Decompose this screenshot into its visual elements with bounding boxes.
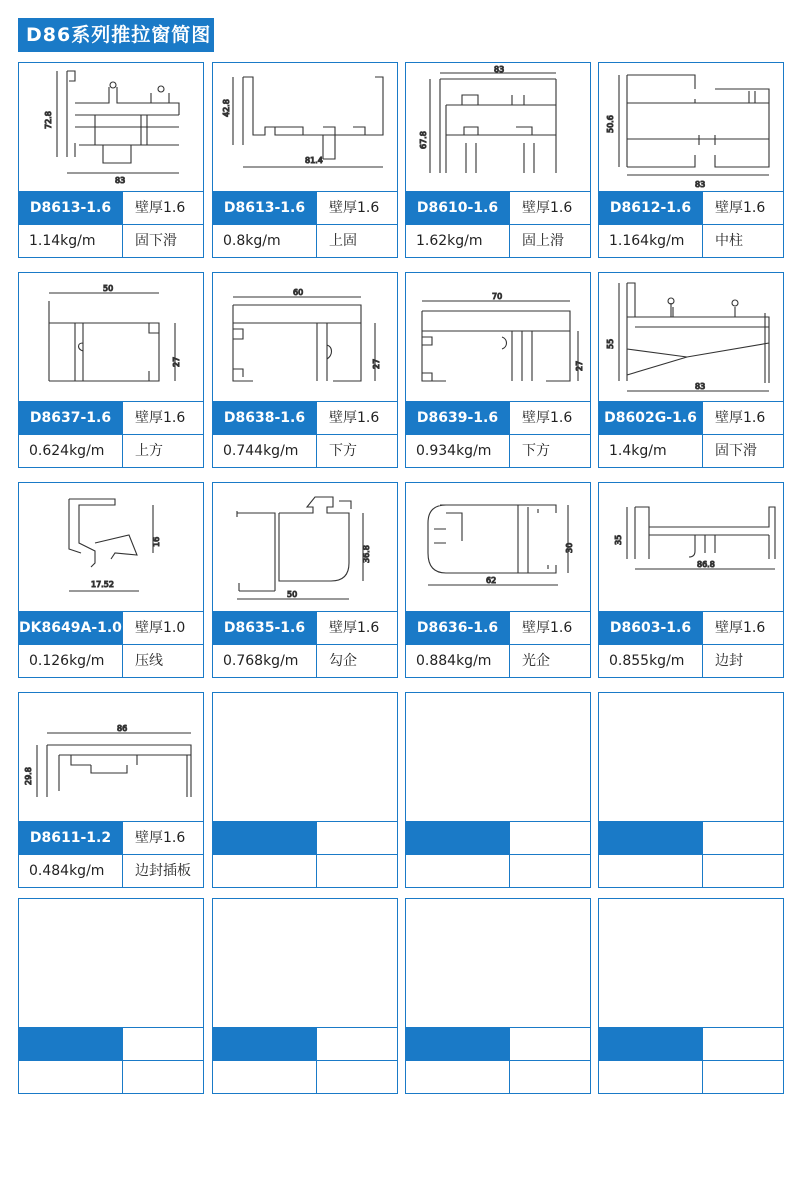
profile-weight — [406, 1061, 510, 1094]
empty-profile-card — [598, 898, 784, 1094]
profile-usage: 边封 — [715, 653, 743, 669]
svg-text:67.8: 67.8 — [419, 131, 428, 149]
profile-wall-thickness: 壁厚1.6 — [329, 410, 380, 426]
bottom-slide-g-profile-icon — [599, 273, 783, 401]
profile-code: D8635-1.6 — [213, 612, 317, 645]
profile-card — [405, 272, 591, 468]
profile-wall-thickness: 壁厚1.6 — [715, 200, 766, 216]
profile-code: D8613-1.6 — [213, 192, 317, 225]
profile-weight — [599, 1061, 703, 1094]
profile-wall-thickness — [703, 1028, 783, 1061]
profile-weight: 0.624kg/m — [19, 435, 123, 468]
profile-code — [406, 1028, 510, 1061]
profile-wall-thickness: 壁厚1.6 — [522, 200, 573, 216]
empty-profile-card — [212, 898, 398, 1094]
profile-usage: 固下滑 — [715, 443, 757, 459]
svg-text:83: 83 — [494, 65, 505, 74]
profile-weight-row — [213, 224, 397, 258]
side-seal-insert-profile-icon — [19, 693, 203, 821]
profile-drawing — [19, 483, 203, 611]
profile-usage — [703, 855, 783, 888]
svg-text:50: 50 — [103, 284, 114, 293]
profile-weight-row — [19, 644, 203, 678]
profile-code: D8613-1.6 — [19, 192, 123, 225]
profile-weight: 1.14kg/m — [19, 225, 123, 258]
profile-wall-thickness — [510, 822, 590, 855]
profile-usage: 中柱 — [715, 233, 743, 249]
svg-text:70: 70 — [492, 292, 503, 301]
profile-drawing — [406, 899, 590, 1027]
profile-wall-thickness: 壁厚1.0 — [135, 620, 186, 636]
profile-code — [406, 822, 510, 855]
profile-usage: 边封插板 — [135, 863, 191, 879]
svg-text:35: 35 — [614, 534, 623, 545]
svg-text:60: 60 — [293, 288, 304, 297]
bottom-rail-profile-icon — [213, 273, 397, 401]
profile-weight-row — [213, 1060, 397, 1094]
svg-text:83: 83 — [695, 382, 706, 391]
profile-wall-thickness: 壁厚1.6 — [135, 200, 186, 216]
profile-wall-thickness: 壁厚1.6 — [329, 200, 380, 216]
profile-spec-row — [599, 821, 783, 855]
profile-drawing — [19, 899, 203, 1027]
profile-drawing — [599, 899, 783, 1027]
page-title: D86系列推拉窗简图 — [18, 18, 214, 52]
profile-spec-row — [213, 401, 397, 435]
profile-card — [212, 62, 398, 258]
svg-text:30: 30 — [565, 542, 574, 553]
profile-weight: 0.855kg/m — [599, 645, 703, 678]
svg-text:27: 27 — [372, 358, 381, 369]
profile-code — [19, 1028, 123, 1061]
profile-weight-row — [19, 1060, 203, 1094]
profile-spec-row — [406, 191, 590, 225]
svg-text:42.8: 42.8 — [222, 99, 231, 117]
svg-text:62: 62 — [486, 576, 497, 585]
plain-stile-profile-icon — [406, 483, 590, 611]
profile-spec-row — [213, 821, 397, 855]
profile-usage — [510, 855, 590, 888]
empty-profile-card — [598, 692, 784, 888]
profile-spec-row — [213, 191, 397, 225]
sash-bottom-slide-profile-icon — [19, 63, 203, 191]
profile-code: D8637-1.6 — [19, 402, 123, 435]
profile-spec-row — [19, 821, 203, 855]
profile-weight-row — [406, 854, 590, 888]
profile-spec-row — [19, 611, 203, 645]
profile-code: D8602G-1.6 — [599, 402, 703, 435]
profile-wall-thickness: 壁厚1.6 — [522, 620, 573, 636]
profile-wall-thickness: 壁厚1.6 — [522, 410, 573, 426]
profile-weight-row — [599, 854, 783, 888]
profile-drawing — [599, 693, 783, 821]
profile-code — [599, 822, 703, 855]
profile-usage: 下方 — [329, 443, 357, 459]
profile-code — [599, 1028, 703, 1061]
empty-profile-card — [405, 692, 591, 888]
profile-usage — [317, 1061, 397, 1094]
profile-drawing — [213, 899, 397, 1027]
profile-card — [18, 692, 204, 888]
profile-code: D8636-1.6 — [406, 612, 510, 645]
profile-spec-row — [599, 191, 783, 225]
profile-weight: 0.744kg/m — [213, 435, 317, 468]
profile-weight-row — [406, 644, 590, 678]
profile-usage — [123, 1061, 203, 1094]
profile-weight: 1.164kg/m — [599, 225, 703, 258]
profile-card — [405, 62, 591, 258]
svg-text:50.6: 50.6 — [606, 115, 615, 133]
svg-text:50: 50 — [287, 590, 298, 599]
profile-spec-row — [599, 1027, 783, 1061]
profile-weight — [406, 855, 510, 888]
profile-code — [213, 1028, 317, 1061]
svg-text:27: 27 — [172, 356, 181, 367]
profile-drawing — [406, 273, 590, 401]
profile-code — [213, 822, 317, 855]
profile-usage: 固上滑 — [522, 233, 564, 249]
profile-weight: 0.934kg/m — [406, 435, 510, 468]
profile-weight: 0.484kg/m — [19, 855, 123, 888]
profile-code: DK8649A-1.0 — [19, 612, 123, 645]
profile-card — [598, 272, 784, 468]
profile-weight — [213, 855, 317, 888]
profile-spec-row — [19, 401, 203, 435]
profile-drawing — [19, 63, 203, 191]
profile-wall-thickness: 壁厚1.6 — [715, 410, 766, 426]
profile-spec-row — [213, 611, 397, 645]
svg-text:27: 27 — [575, 360, 584, 371]
profile-weight-row — [599, 644, 783, 678]
profile-wall-thickness: 壁厚1.6 — [715, 620, 766, 636]
profile-spec-row — [406, 611, 590, 645]
profile-drawing — [599, 483, 783, 611]
profile-weight-row — [19, 854, 203, 888]
profile-code: D8603-1.6 — [599, 612, 703, 645]
profile-code: D8610-1.6 — [406, 192, 510, 225]
hook-stile-profile-icon — [213, 483, 397, 611]
profile-drawing — [19, 693, 203, 821]
profile-spec-row — [599, 401, 783, 435]
profile-wall-thickness — [510, 1028, 590, 1061]
profile-code: D8638-1.6 — [213, 402, 317, 435]
svg-text:83: 83 — [115, 176, 126, 185]
profile-wall-thickness: 壁厚1.6 — [329, 620, 380, 636]
profile-usage: 上固 — [329, 233, 357, 249]
profile-usage: 下方 — [522, 443, 550, 459]
profile-weight-row — [19, 434, 203, 468]
svg-text:86.8: 86.8 — [697, 560, 715, 569]
profile-card — [212, 272, 398, 468]
profile-weight-row — [406, 1060, 590, 1094]
profile-weight — [599, 855, 703, 888]
profile-wall-thickness: 壁厚1.6 — [135, 410, 186, 426]
profile-spec-row — [19, 1027, 203, 1061]
profile-spec-row — [406, 1027, 590, 1061]
svg-text:81.4: 81.4 — [305, 156, 323, 165]
profile-usage: 光企 — [522, 653, 550, 669]
profile-spec-row — [19, 191, 203, 225]
profile-card — [18, 272, 204, 468]
profile-weight-row — [599, 1060, 783, 1094]
profile-drawing — [213, 483, 397, 611]
profile-spec-row — [406, 401, 590, 435]
profile-card — [405, 482, 591, 678]
profile-weight: 0.768kg/m — [213, 645, 317, 678]
profile-weight-row — [406, 224, 590, 258]
profile-code: D8612-1.6 — [599, 192, 703, 225]
profile-wall-thickness: 壁厚1.6 — [135, 830, 186, 846]
mullion-profile-icon — [599, 63, 783, 191]
profile-wall-thickness — [317, 822, 397, 855]
profile-usage: 上方 — [135, 443, 163, 459]
profile-weight: 1.4kg/m — [599, 435, 703, 468]
svg-text:17.52: 17.52 — [91, 580, 114, 589]
profile-drawing — [599, 273, 783, 401]
profile-card — [18, 62, 204, 258]
svg-text:86: 86 — [117, 724, 128, 733]
svg-text:72.8: 72.8 — [44, 111, 53, 129]
profile-card — [598, 62, 784, 258]
empty-profile-card — [405, 898, 591, 1094]
profile-weight: 0.126kg/m — [19, 645, 123, 678]
profile-weight-row — [599, 224, 783, 258]
profile-usage: 勾企 — [329, 653, 357, 669]
profile-usage — [317, 855, 397, 888]
top-rail-profile-icon — [19, 273, 203, 401]
profile-spec-row — [213, 1027, 397, 1061]
profile-code: D8611-1.2 — [19, 822, 123, 855]
profile-drawing — [213, 273, 397, 401]
profile-wall-thickness — [123, 1028, 203, 1061]
profile-usage — [510, 1061, 590, 1094]
svg-text:29.8: 29.8 — [24, 767, 33, 785]
empty-profile-card — [212, 692, 398, 888]
profile-card — [212, 482, 398, 678]
profile-spec-row — [406, 821, 590, 855]
empty-profile-card — [18, 898, 204, 1094]
profile-usage: 固下滑 — [135, 233, 177, 249]
profile-usage — [703, 1061, 783, 1094]
profile-usage: 压线 — [135, 653, 163, 669]
profile-spec-row — [599, 611, 783, 645]
svg-text:55: 55 — [606, 338, 615, 349]
profile-weight-row — [213, 434, 397, 468]
profile-drawing — [19, 273, 203, 401]
profile-drawing — [599, 63, 783, 191]
top-fixed-profile-icon — [213, 63, 397, 191]
profile-card — [18, 482, 204, 678]
side-seal-profile-icon — [599, 483, 783, 611]
glazing-bead-profile-icon — [19, 483, 203, 611]
profile-code: D8639-1.6 — [406, 402, 510, 435]
profile-weight-row — [599, 434, 783, 468]
profile-wall-thickness — [703, 822, 783, 855]
profile-weight-row — [406, 434, 590, 468]
bottom-rail-wide-profile-icon — [406, 273, 590, 401]
profile-weight-row — [213, 644, 397, 678]
profile-weight-row — [19, 224, 203, 258]
profile-card — [598, 482, 784, 678]
svg-text:36.8: 36.8 — [362, 545, 371, 563]
profile-drawing — [213, 63, 397, 191]
profile-weight: 0.8kg/m — [213, 225, 317, 258]
profile-weight-row — [213, 854, 397, 888]
top-slide-profile-icon — [406, 63, 590, 191]
profile-drawing — [406, 693, 590, 821]
profile-wall-thickness — [317, 1028, 397, 1061]
profile-drawing — [406, 483, 590, 611]
profile-weight — [19, 1061, 123, 1094]
profile-weight — [213, 1061, 317, 1094]
profile-weight: 0.884kg/m — [406, 645, 510, 678]
svg-text:16: 16 — [152, 536, 161, 547]
profile-drawing — [213, 693, 397, 821]
profile-drawing — [406, 63, 590, 191]
profile-weight: 1.62kg/m — [406, 225, 510, 258]
svg-text:83: 83 — [695, 180, 706, 189]
